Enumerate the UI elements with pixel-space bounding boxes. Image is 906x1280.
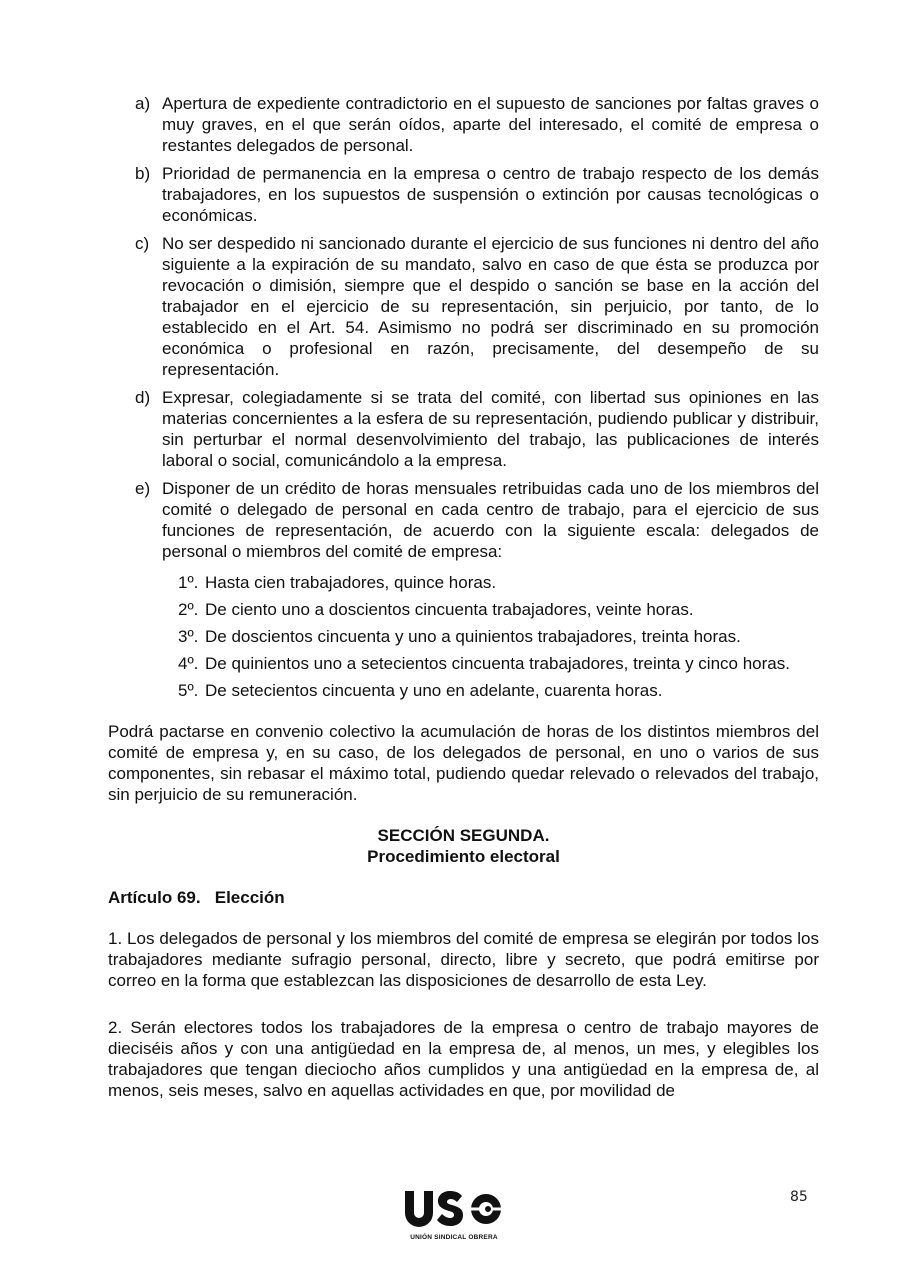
scale-item xyxy=(178,626,819,647)
list-item xyxy=(108,163,819,226)
section-header xyxy=(108,825,819,867)
page-number: 85 xyxy=(790,1189,808,1205)
scale-item xyxy=(178,599,819,620)
scale-marker: 3º. xyxy=(178,627,199,646)
scale-item xyxy=(178,653,819,674)
scale-item xyxy=(178,572,819,593)
article-paragraph-2: 2. Serán electores todos los trabajadores de la empresa o centro de trabajo mayores de dieciséis años y con una antigüedad en la empresa de, al menos, un mes, y elegibles los trabajadores que tengan dieciocho años cumplidos y una antigüedad en la empresa de, al menos, seis meses, salvo en aquellas actividades en que, por movilidad de xyxy=(108,1018,819,1100)
scale-text: Hasta cien trabajadores, quince horas. xyxy=(205,573,497,592)
uso-logo-mark xyxy=(402,1190,506,1228)
scale-text: De ciento uno a doscientos cincuenta trabajadores, veinte horas. xyxy=(205,600,694,619)
scale-text: De setecientos cincuenta y uno en adelante, cuarenta horas. xyxy=(205,681,663,700)
uso-logo xyxy=(402,1190,506,1241)
scale-marker: 1º. xyxy=(178,573,199,592)
scale-text: De doscientos cincuenta y uno a quinientos trabajadores, treinta horas. xyxy=(205,627,741,646)
scale-marker: 2º. xyxy=(178,600,199,619)
section-subtitle: Procedimiento electoral xyxy=(367,847,560,866)
scale-text: De quinientos uno a setecientos cincuenta trabajadores, treinta y cinco horas. xyxy=(205,654,790,673)
list-marker: a) xyxy=(135,94,151,113)
list-marker: b) xyxy=(135,164,151,183)
list-text: Apertura de expediente contradictorio en el supuesto de sanciones por faltas graves o muy graves, en el que serán oídos, aparte del interesado, el comité de empresa o restantes delegados de personal. xyxy=(162,94,819,155)
rights-list xyxy=(108,93,819,701)
list-item xyxy=(108,478,819,562)
accumulation-paragraph: Podrá pactarse en convenio colectivo la acumulación de horas de los distintos miembros del comité de empresa y, en su caso, de los delegados de personal, en uno o varios de sus componentes, sin rebasar el máximo total, pudiendo quedar relevado o relevados del trabajo, sin perjuicio de su remuneración. xyxy=(108,722,819,804)
list-text: Expresar, colegiadamente si se trata del comité, con libertad sus opiniones en las materias concernientes a la esfera de su representación, pudiendo publicar y distribuir, sin perturbar el normal desenvolvimiento del trabajo, las publicaciones de interés laboral o social, comunicándolo a la empresa. xyxy=(162,388,819,470)
list-text: Prioridad de permanencia en la empresa o centro de trabajo respecto de los demás trabajadores, en los supuestos de suspensión o extinción por causas tecnológicas o económicas. xyxy=(162,164,819,225)
list-marker: e) xyxy=(135,479,151,498)
section-title: SECCIÓN SEGUNDA. xyxy=(377,826,550,845)
article-heading: Artículo 69. Elección xyxy=(108,888,285,907)
list-text: No ser despedido ni sancionado durante el ejercicio de sus funciones ni dentro del año siguiente a la expiración de su mandato, salvo en caso de que ésta se produzca por revocación o dimisión, siempre que el despido o sanción se base en la acción del trabajador en el ejercicio de su representación, sin perjuicio, por tanto, de lo establecido en el Art. 54. Asimismo no podrá ser discriminado en su promoción económica o profesional en razón, precisamente, del desempeño de su representación. xyxy=(162,234,819,379)
list-text: Disponer de un crédito de horas mensuales retribuidas cada uno de los miembros del comité o delegado de personal en cada centro de trabajo, para el ejercicio de sus funciones de representación, de acuerdo con la siguiente escala: delegados de personal o miembros del comité de empresa: xyxy=(162,479,819,561)
scale-marker: 5º. xyxy=(178,681,199,700)
scale-marker: 4º. xyxy=(178,654,199,673)
hours-scale-list xyxy=(178,572,819,701)
list-item xyxy=(108,93,819,156)
list-item xyxy=(108,387,819,471)
article-paragraph-1: 1. Los delegados de personal y los miembros del comité de empresa se elegirán por todos los trabajadores mediante sufragio personal, directo, libre y secreto, que podrá emitirse por correo en la forma que establezcan las disposiciones de desarrollo de esta Ley. xyxy=(108,929,819,990)
scale-item xyxy=(178,680,819,701)
list-marker: d) xyxy=(135,388,151,407)
list-marker: c) xyxy=(135,234,150,253)
document-page xyxy=(108,93,819,1101)
logo-caption: UNIÓN SINDICAL OBRERA xyxy=(410,1234,498,1241)
list-item xyxy=(108,233,819,380)
